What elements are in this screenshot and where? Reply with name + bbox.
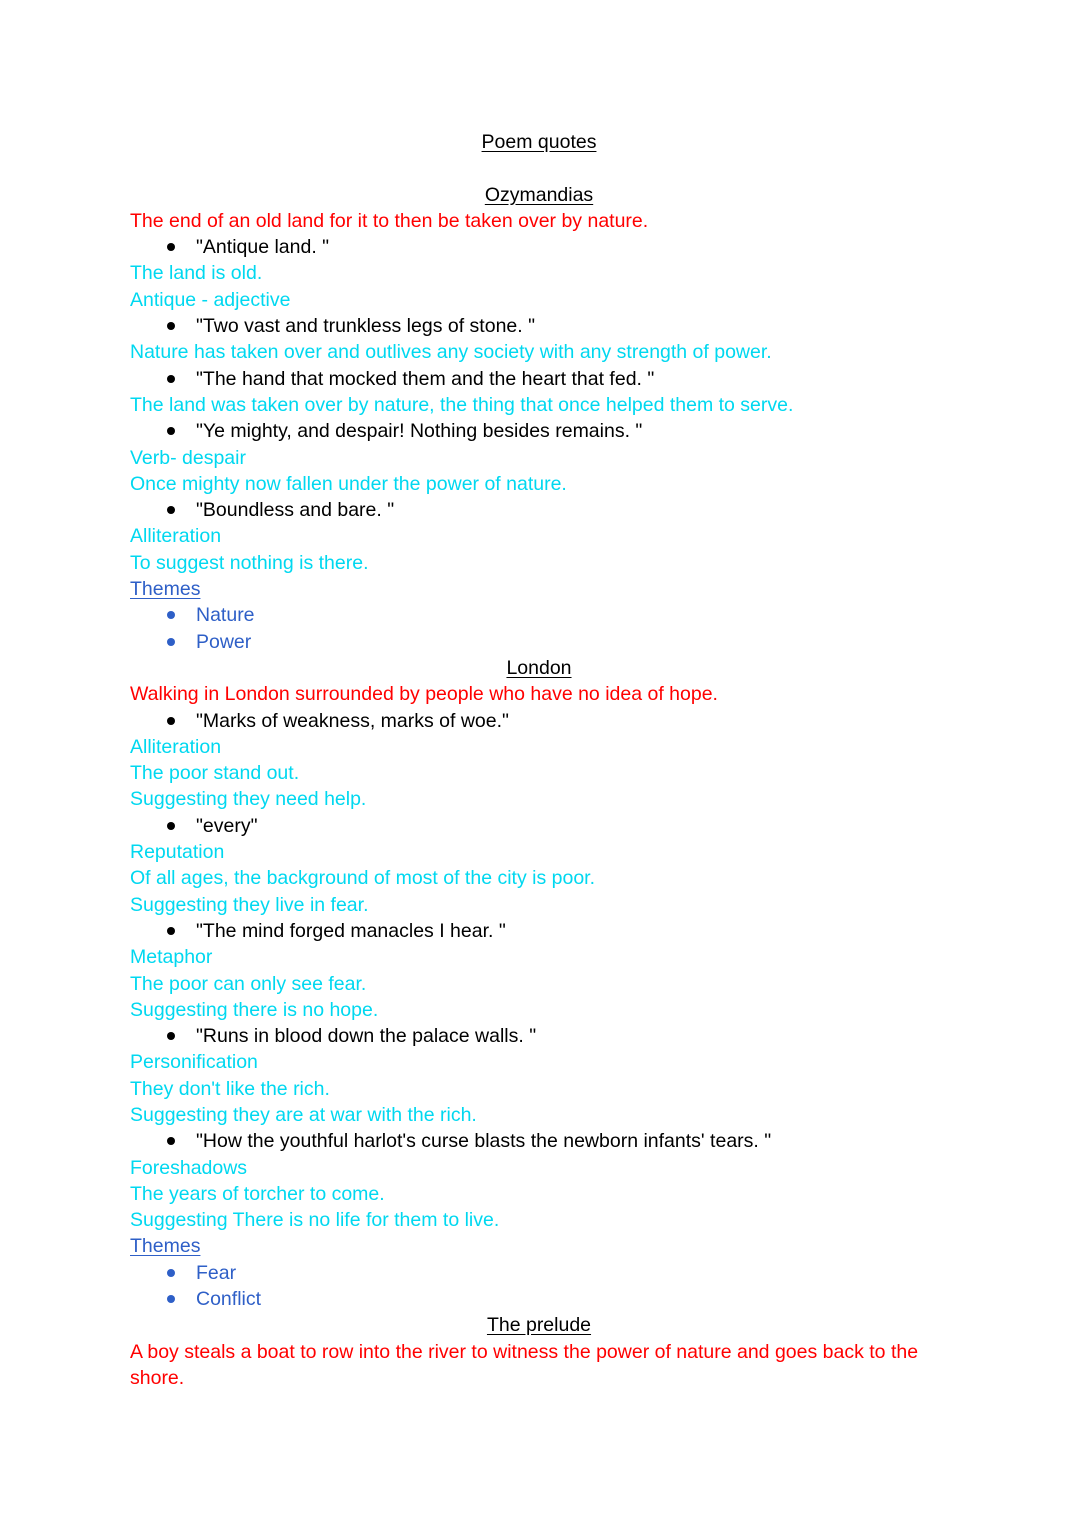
analysis-note: Foreshadows [130,1156,248,1179]
analysis-note: Suggesting There is no life for them to live. [130,1209,500,1232]
quote-item [130,313,948,339]
page-title: Poem quotes [481,131,597,153]
themes-heading: Themes [130,578,201,601]
quote-text: "Antique land. " [196,236,330,259]
bullet-dot-icon [167,717,175,725]
analysis-note: Alliteration [130,735,222,758]
quote-text: "Boundless and bare. " [196,499,395,522]
theme-text: Conflict [196,1288,262,1311]
analysis-note: Reputation [130,841,225,864]
analysis-note: Suggesting they are at war with the rich. [130,1103,477,1126]
quote-item [130,1128,948,1154]
analysis-note: The poor stand out. [130,762,300,785]
analysis-note: Nature has taken over and outlives any society with any strength of power. [130,341,772,364]
analysis-note: Suggesting they need help. [130,788,367,811]
bullet-dot-icon [167,322,175,330]
theme-text: Power [196,630,252,653]
bullet-dot-icon [167,1032,175,1040]
analysis-note: To suggest nothing is there. [130,551,369,574]
section-heading-ozymandias: Ozymandias [484,183,594,206]
quote-item [130,366,948,392]
quote-text: "The hand that mocked them and the heart that fed. " [196,367,655,390]
bullet-dot-icon [167,1295,175,1303]
quote-item [130,234,948,260]
analysis-note: The land was taken over by nature, the thing that once helped them to serve. [130,393,794,416]
analysis-note: Personification [130,1051,258,1074]
quote-text: "Marks of weakness, marks of woe." [196,709,509,732]
bullet-dot-icon [167,638,175,646]
quote-item [130,497,948,523]
analysis-note: The poor can only see fear. [130,972,367,995]
analysis-note: Alliteration [130,525,222,548]
quote-text: "Two vast and trunkless legs of stone. " [196,315,536,338]
section-heading-london: London [506,656,572,679]
analysis-note: They don't like the rich. [130,1077,330,1100]
themes-heading: Themes [130,1235,201,1258]
theme-item [130,1286,948,1312]
quote-item [130,918,948,944]
bullet-dot-icon [167,1269,175,1277]
analysis-note: The land is old. [130,262,263,285]
quote-item [130,1023,948,1049]
section-summary: Walking in London surrounded by people who have no idea of hope. [130,683,718,706]
bullet-dot-icon [167,611,175,619]
section-heading-the-prelude: The prelude [486,1314,592,1337]
quote-text: "every" [196,814,258,837]
quote-item [130,418,948,444]
bullet-dot-icon [167,506,175,514]
bullet-dot-icon [167,1137,175,1145]
document-body [130,129,948,1391]
analysis-note: Metaphor [130,946,213,969]
theme-item [130,602,948,628]
spacer [130,155,948,181]
bullet-dot-icon [167,243,175,251]
analysis-note: Verb- despair [130,446,246,469]
analysis-note: Once mighty now fallen under the power of nature. [130,472,567,495]
bullet-dot-icon [167,427,175,435]
theme-item [130,1260,948,1286]
analysis-note: The years of torcher to come. [130,1182,385,1205]
bullet-dot-icon [167,375,175,383]
theme-item [130,629,948,655]
quote-text: "Runs in blood down the palace walls. " [196,1025,537,1048]
theme-text: Fear [196,1261,237,1284]
section-summary: A boy steals a boat to row into the river to witness the power of nature and goes back to the shore. [130,1340,919,1389]
bullet-dot-icon [167,822,175,830]
analysis-note: Of all ages, the background of most of the city is poor. [130,867,596,890]
quote-text: "How the youthful harlot's curse blasts the newborn infants' tears. " [196,1130,772,1153]
quote-item [130,813,948,839]
analysis-note: Antique - adjective [130,288,291,311]
theme-text: Nature [196,604,255,627]
quote-text: "The mind forged manacles I hear. " [196,919,506,942]
bullet-dot-icon [167,927,175,935]
quote-item [130,708,948,734]
analysis-note: Suggesting there is no hope. [130,998,379,1021]
analysis-note: Suggesting they live in fear. [130,893,369,916]
quote-text: "Ye mighty, and despair! Nothing besides remains. " [196,420,643,443]
section-summary: The end of an old land for it to then be taken over by nature. [130,209,649,232]
